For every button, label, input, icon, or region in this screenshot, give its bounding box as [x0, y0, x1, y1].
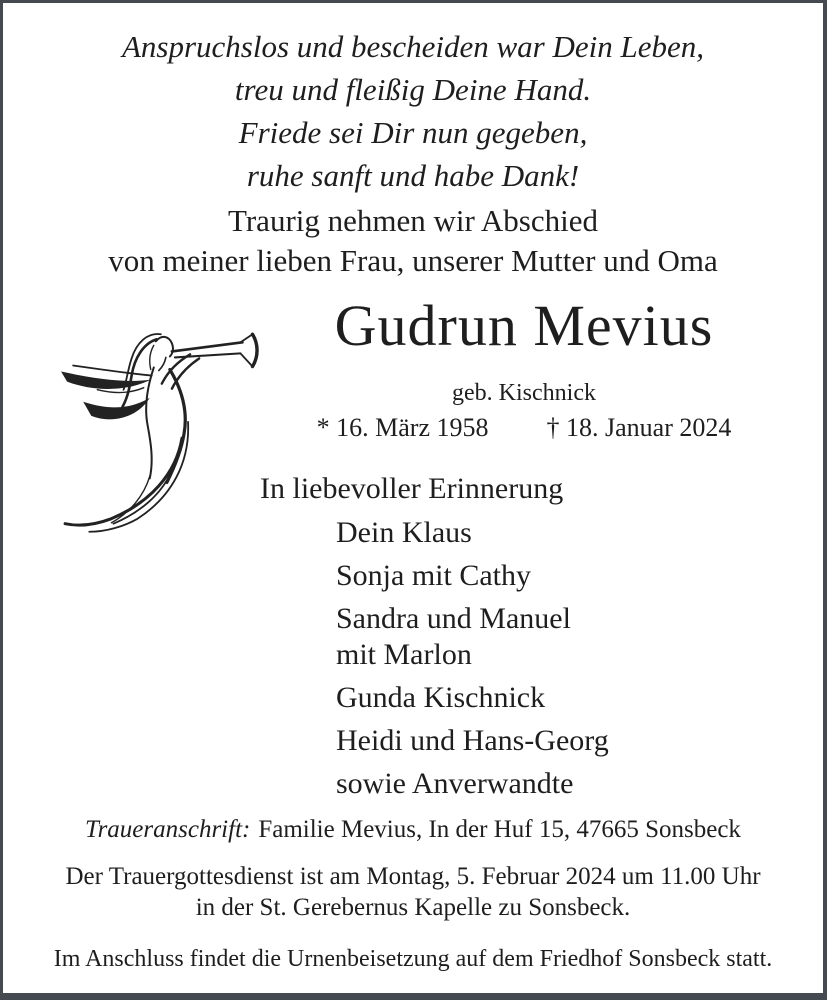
death-date: † 18. Januar 2024: [546, 413, 732, 442]
funeral-service-info: [3, 861, 823, 923]
farewell-intro: [3, 201, 823, 281]
angel-trumpet-icon: [53, 325, 315, 537]
maiden-name: geb. Kischnick: [452, 380, 596, 406]
mourning-address: [3, 815, 823, 845]
mourner-name: Sonja mit Cathy: [336, 559, 531, 592]
mourner-name: Dein Klaus: [336, 516, 472, 549]
intro-line: Traurig nehmen wir Abschied: [228, 203, 598, 238]
service-line: Der Trauergottesdienst ist am Montag, 5. Februar 2024 um 11.00 Uhr: [65, 863, 761, 890]
poem-line: Anspruchslos und bescheiden war Dein Leben,: [121, 29, 705, 64]
service-line: in der St. Gerebernus Kapelle zu Sonsbeck.: [195, 894, 631, 921]
intro-line: von meiner lieben Frau, unserer Mutter und Oma: [108, 243, 718, 278]
birth-date: * 16. März 1958: [316, 413, 489, 442]
memorial-poem: [3, 25, 823, 197]
mourner-name: Heidi und Hans-Georg: [336, 724, 609, 757]
remembrance-heading: In liebevoller Erinnerung: [260, 472, 564, 505]
burial-info: Im Anschluss findet die Urnenbeisetzung auf dem Friedhof Sonsbeck statt.: [53, 946, 773, 972]
mourner-name: sowie Anverwandte: [336, 767, 574, 800]
mourner-name: mit Marlon: [336, 638, 472, 671]
poem-line: Friede sei Dir nun gegeben,: [238, 115, 588, 150]
poem-line: treu und fleißig Deine Hand.: [234, 72, 592, 107]
mourner-name: Sandra und Manuel: [336, 602, 571, 635]
mourning-address-value: Familie Mevius, In der Huf 15, 47665 Sonsbeck: [258, 816, 741, 843]
mourners-list: [336, 516, 609, 813]
mourning-address-label: Traueranschrift:: [85, 816, 251, 843]
poem-line: ruhe sanft und habe Dank!: [246, 158, 580, 193]
deceased-name: Gudrun Mevius: [334, 293, 714, 358]
mourner-name: Gunda Kischnick: [336, 681, 546, 714]
